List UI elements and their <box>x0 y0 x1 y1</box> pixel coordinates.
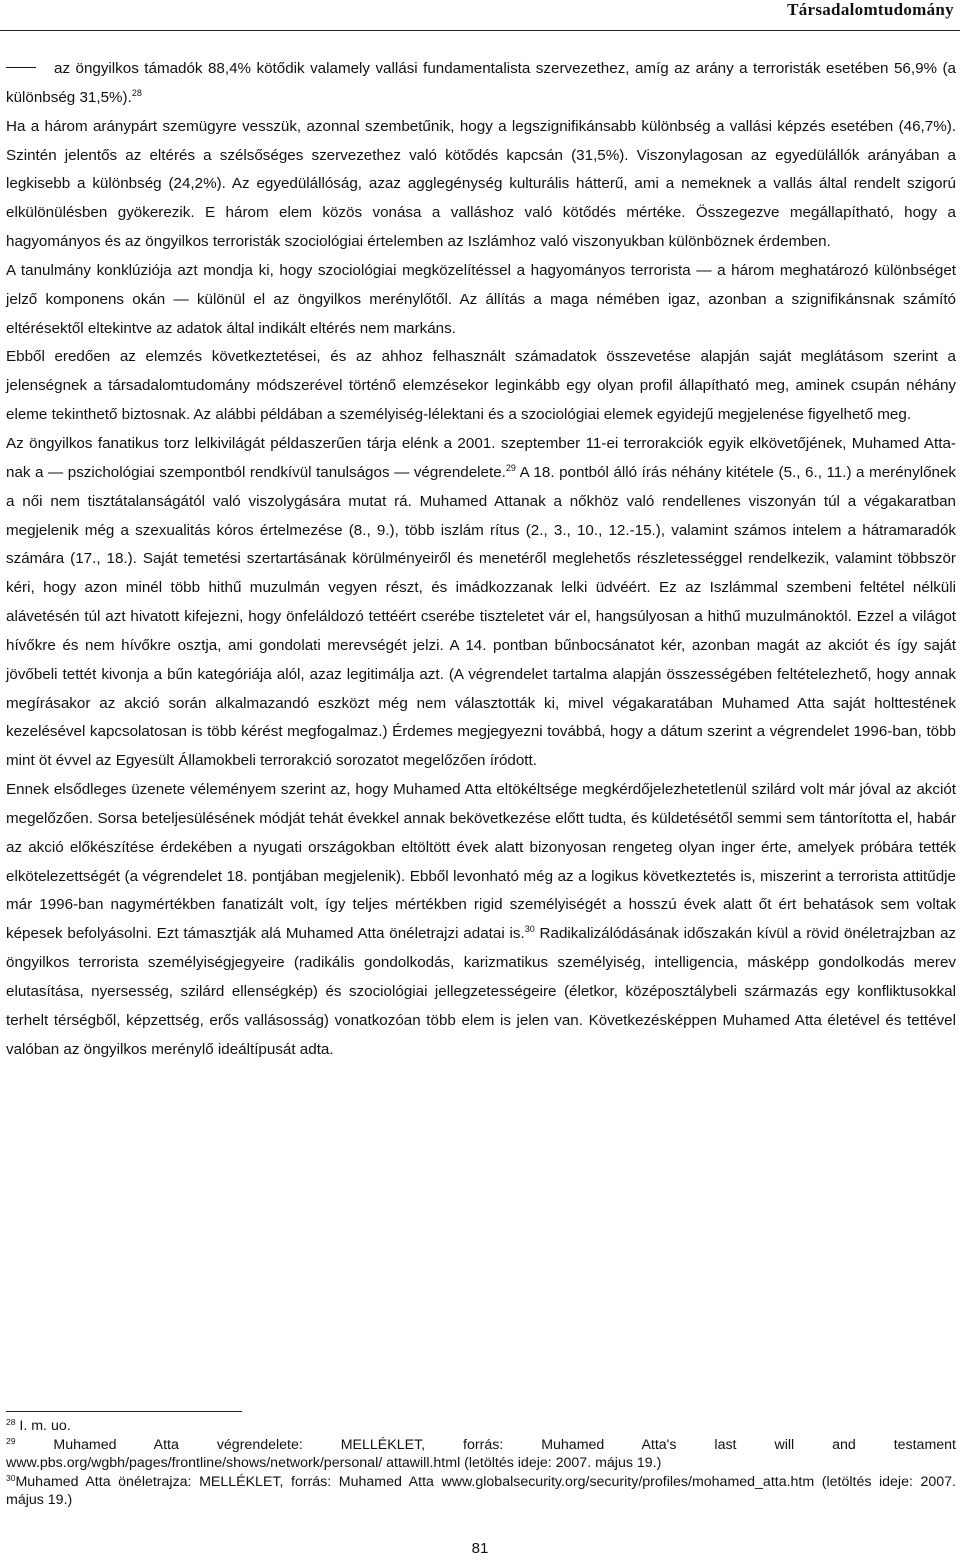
paragraph-6-text-a: Ennek elsődleges üzenete véleményem szerint az, hogy Muhamed Atta eltökéltsége megkérdőjelezhetetlenül szilárd volt már jóval az akciót megelőzően. Sorsa beteljesülésének módját tehát évekkel annak bekövetkezése előtt tudta, és küldetésétől semmi sem tántorította el, habár az akció előkészítése érdekében a nyugati országokban eltöltött évek alatt bizonyosan rengeteg olyan inger érte, amelyek próbára tették elkötelezettségét (a végrendelet 18. pontjában megjelenik). Ebből levonható még az a logikus következtetés is, miszerint a terrorista attitűdje már 1996-ban nagymértékben fanatizált volt, így teljes mértékben rigid személyiségét a hosszú évek alatt őt ért behatások sem voltak képesek befolyásolni. Ezt támasztják alá Muhamed Atta önéletrajzi adatai is. <box>6 781 956 943</box>
header-rule <box>0 30 960 31</box>
footnote-text: Muhamed Atta önéletrajza: MELLÉKLET, forrás: Muhamed Atta www.globalsecurity.org/security/profiles/mohamed_atta.htm (letöltés ideje: 2007. május 19.) <box>6 1473 956 1508</box>
footnote-29 <box>6 1436 956 1473</box>
footnote-number: 29 <box>6 1435 16 1446</box>
footnote-text: I. m. uo. <box>15 1418 71 1434</box>
paragraph-2: Ha a három aránypárt szemügyre vesszük, azonnal szembetűnik, hogy a legszignifikánsabb különbség a vallási képzés esetében (46,7%). Szintén jelentős az eltérés a szélsőséges szervezethez való kötődés kapcsán (31,5%). Viszonylagosan az egyedülállók arányában a legkisebb a különbség (24,2%). Az egyedülállóság, azaz agglegénység kulturális hátterű, ami a nemeknek a vallás által rendelt szigorú elkülönülésben gyökerezik. E három elem közös vonása a valláshoz való kötődés mértéke. Összegezve megállapítható, hogy a hagyományos és az öngyilkos terroristák szociológiai értelemben az Iszlámhoz való viszonyukban különböznek érdemben. <box>6 117 956 251</box>
paragraph-6-text-b: Radikalizálódásának időszakán kívül a rövid önéletrajzban az öngyilkos terrorista személyiségjegyeire (radikális gondolkodás, karizmatikus személyiség, intelligencia, másképp gondolkodás merev elutasítása, nyersesség, szilárd ellenségkép) és szociológiai jellegzetességeire (életkor, középosztálybeli származás egy konfliktusokkal terhelt térségből, képzettség, erős vallásosság) vonatkozóan több elem is jelen van. Következésképpen Muhamed Atta életével és tettével valóban az öngyilkos merénylő ideáltípusát adta. <box>6 925 956 1058</box>
footnotes <box>6 1417 956 1510</box>
page-number: 81 <box>471 1540 489 1557</box>
footnote-ref-30[interactable]: 30 <box>524 924 535 935</box>
em-dash <box>6 67 36 68</box>
paragraph-1-text: az öngyilkos támadók 88,4% kötődik valamely vallási fundamentalista szervezethez, amíg az arány a terroristák esetében 56,9% (a különbség 31,5%). <box>6 60 956 106</box>
footnote-28 <box>6 1417 956 1436</box>
paragraph-6 <box>6 776 956 1064</box>
footnote-rule <box>6 1411 242 1412</box>
paragraph-1 <box>6 55 956 113</box>
paragraph-5-text-a: Az öngyilkos fanatikus torz lelkivilágát példaszerűen tárja elénk a 2001. szeptember 11-ei terrorakciók egyik elkövetőjének, Muhamed Atta-nak a — pszichológiai szempontból rendkívül tanulságos — végrendelete. <box>6 434 956 481</box>
footnote-ref-28[interactable]: 28 <box>131 87 142 98</box>
running-header: Társadalomtudomány <box>787 0 954 19</box>
body-text <box>6 55 956 1065</box>
footnote-text: Muhamed Atta végrendelete: MELLÉKLET, forrás: Muhamed Atta's last will and testament www.pbs.org/wgbh/pages/frontline/shows/network/personal/ attawill.html (letöltés ideje: 2007. május 19.) <box>6 1436 956 1471</box>
paragraph-5-text-b: A 18. pontból álló írás néhány kitétele (5., 6., 11.) a merénylőnek a női nem tisztátalanságától való viszolygására mutat rá. Muhamed Attanak a nőkhöz való rendellenes viszonyán túl a végakaratban megjelenik még a szexualitás kóros értelmezése (8., 9.), több iszlám rítus (2., 3., 10., 12.-15.), valamint számos intelem a hátramaradók számára (17., 18.). Saját temetési szertartásának körülményeiről és menetéről meglehetős részletességgel rendelkezik, valamint többször kéri, hogy azon minél több hithű muzulmán vegyen részt, és imádkozzanak lelki üdvéért. Ez az Iszlámmal szembeni feltétel nélküli alávetésén túl azt hivatott kifejezni, hogy önfeláldozó tettéért cserébe tiszteletet vár el, hangsúlyosan a hithű muzulmánoktól. Ezzel a világot hívőkre és nem hívőkre osztja, ami gondolati merevségét jelzi. A 14. pontban bűnbocsánatot kér, azonban magát az akciót és így saját jövőbeli tettét kivonja a bűn kategóriája alól, azaz legitimálja azt. (A végrendelet tartalma alapján összességében feltételezhető, hogy annak megírásakor az akció során alkalmazandó eszközt még nem választották ki, mivel végakaratában Muhamed Atta saját holttestének kezelésével kapcsolatosan is több kérést megfogalmaz.) Érdemes megjegyezni továbbá, hogy a dátum szerint a végrendelet 1996-ban, több mint öt évvel az Egyesült Államokbeli terrorakció sorozatot megelőzően íródott. <box>6 463 957 770</box>
footnote-number: 30 <box>6 1472 16 1483</box>
footnote-number: 28 <box>6 1417 16 1427</box>
paragraph-5 <box>6 430 956 776</box>
footnote-ref-29[interactable]: 29 <box>505 462 516 473</box>
paragraph-3: A tanulmány konklúziója azt mondja ki, hogy szociológiai megközelítéssel a hagyományos terrorista — a három meghatározó különbséget jelző komponens okán — különül el az öngyilkos merénylőtől. Az állítás a maga némében igaz, azonban a szignifikánsnak számító eltérésektől eltekintve az adatok által indikált eltérés nem markáns. <box>6 261 956 337</box>
footnote-30 <box>6 1473 956 1510</box>
paragraph-4: Ebből eredően az elemzés következtetései, és az ahhoz felhasznált számadatok összevetése alapján saját meglátásom szerint a jelenségnek a társadalomtudomány módszerével történő elemzésekor leginkább egy olyan profil állapítható meg, aminek csupán néhány eleme tekinthető biztosnak. Az alábbi példában a személyiség-lélektani és a szociológiai elemek egyidejű megjelenése figyelhető meg. <box>6 348 956 424</box>
